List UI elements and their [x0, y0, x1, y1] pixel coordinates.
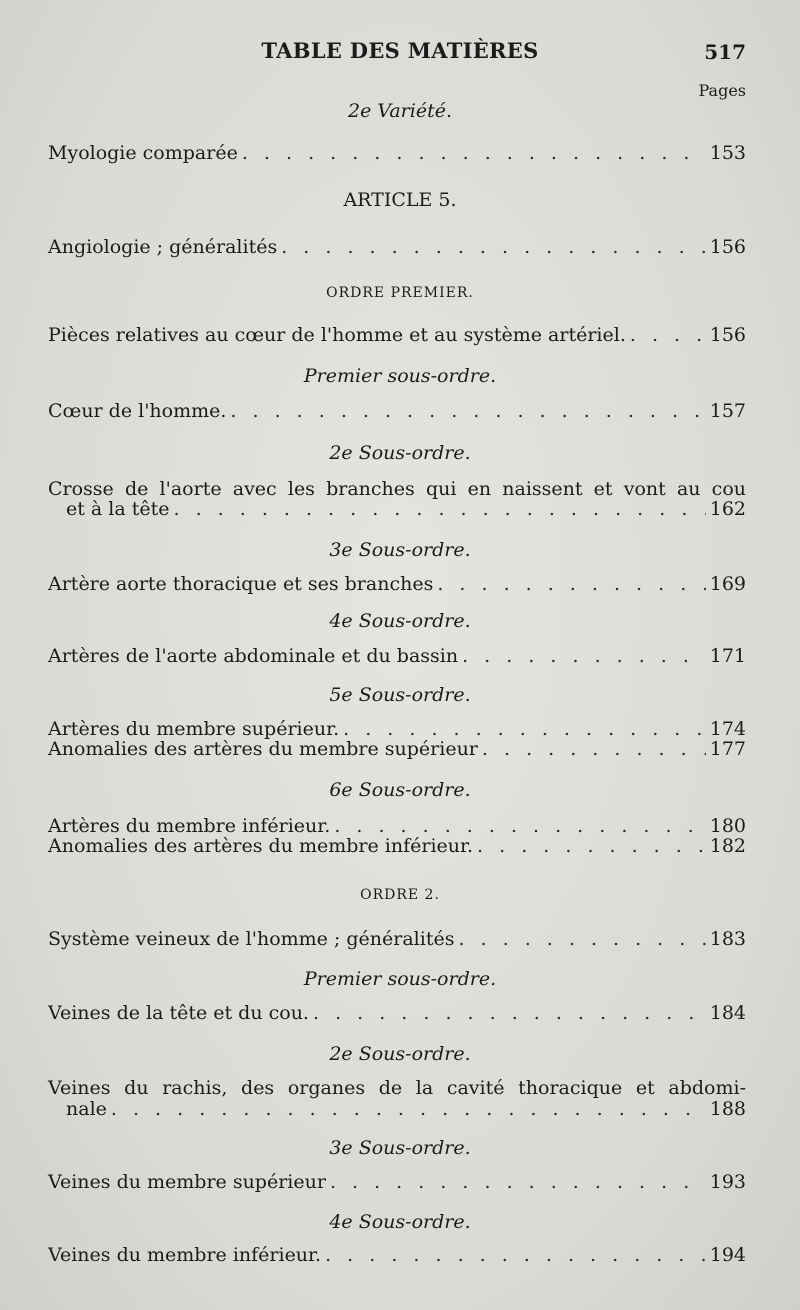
toc-entry	[48, 815, 746, 837]
entry-title: Artère aorte thoracique et ses branches	[48, 573, 434, 595]
dot-leader	[334, 815, 705, 837]
toc-entry	[48, 400, 746, 422]
entry-title: Cœur de l'homme.	[48, 400, 227, 422]
suborder-heading: 3e Sous-ordre.	[329, 539, 471, 561]
entry-page: 180	[709, 815, 746, 837]
toc-entry	[48, 1002, 746, 1024]
dot-leader	[174, 498, 706, 520]
toc-entry	[48, 324, 746, 346]
pages-column-label: Pages	[698, 81, 746, 100]
entry-page: 153	[709, 142, 746, 164]
dot-leader	[462, 645, 706, 667]
entry-page: 182	[709, 835, 746, 857]
toc-entry	[66, 1098, 746, 1120]
toc-entry	[48, 236, 746, 258]
entry-page: 156	[709, 236, 746, 258]
running-title: TABLE DES MATIÈRES	[261, 38, 539, 63]
order-heading: ORDRE PREMIER.	[326, 285, 474, 301]
dot-leader	[630, 324, 706, 346]
entry-page: 184	[709, 1002, 746, 1024]
suborder-heading: 2e Sous-ordre.	[329, 442, 471, 464]
dot-leader	[482, 738, 706, 760]
entry-title: Système veineux de l'homme ; généralités	[48, 928, 455, 950]
suborder-heading: 3e Sous-ordre.	[329, 1137, 471, 1159]
entry-title: Anomalies des artères du membre inférieur.	[48, 835, 474, 857]
article-heading: ARTICLE 5.	[343, 189, 457, 211]
entry-page: 156	[709, 324, 746, 346]
entry-page: 193	[709, 1171, 746, 1193]
entry-title: Artères du membre inférieur.	[48, 815, 331, 837]
suborder-heading: 5e Sous-ordre.	[329, 684, 471, 706]
dot-leader	[111, 1098, 706, 1120]
entry-page: 177	[709, 738, 746, 760]
suborder-heading: Premier sous-ordre.	[303, 365, 497, 387]
entry-title: Myologie comparée	[48, 142, 238, 164]
toc-entry	[48, 1244, 746, 1266]
toc-entry	[48, 573, 746, 595]
suborder-heading: 2e Sous-ordre.	[329, 1043, 471, 1065]
entry-page: 157	[709, 400, 746, 422]
entry-title: Veines de la tête et du cou.	[48, 1002, 309, 1024]
entry-title: Veines du membre supérieur	[48, 1171, 326, 1193]
entry-page: 169	[709, 573, 746, 595]
entry-title: Angiologie ; généralités	[48, 236, 278, 258]
dot-leader	[313, 1002, 706, 1024]
dot-leader	[330, 1171, 706, 1193]
dot-leader	[325, 1244, 706, 1266]
entry-page: 188	[709, 1098, 746, 1120]
suborder-heading: 6e Sous-ordre.	[329, 779, 471, 801]
toc-entry	[48, 718, 746, 740]
order-heading: ORDRE 2.	[360, 887, 440, 903]
toc-entry	[66, 498, 746, 520]
suborder-heading: 4e Sous-ordre.	[329, 610, 471, 632]
entry-title: Artères de l'aorte abdominale et du bassin	[48, 645, 459, 667]
toc-entry	[48, 645, 746, 667]
toc-entry-line1: Crosse de l'aorte avec les branches qui en naissent et vont au cou	[48, 478, 746, 500]
toc-entry	[48, 1171, 746, 1193]
entry-page: 162	[709, 498, 746, 520]
dot-leader	[477, 835, 706, 857]
section-heading: 2e Variété.	[348, 100, 452, 122]
entry-title: nale	[66, 1098, 107, 1120]
toc-entry	[48, 738, 746, 760]
dot-leader	[343, 718, 706, 740]
dot-leader	[458, 928, 705, 950]
suborder-heading: Premier sous-ordre.	[303, 968, 497, 990]
toc-entry	[48, 928, 746, 950]
toc-entry	[48, 835, 746, 857]
toc-entry	[48, 142, 746, 164]
entry-title: Veines du membre inférieur.	[48, 1244, 322, 1266]
dot-leader	[242, 142, 706, 164]
dot-leader	[230, 400, 705, 422]
entry-title: Pièces relatives au cœur de l'homme et au système artériel.	[48, 324, 626, 346]
dot-leader	[281, 236, 706, 258]
page-number: 517	[704, 40, 746, 64]
dot-leader	[437, 573, 705, 595]
toc-entry-line1: Veines du rachis, des organes de la cavité thoracique et abdomi-	[48, 1077, 746, 1099]
entry-title: et à la tête	[66, 498, 170, 520]
suborder-heading: 4e Sous-ordre.	[329, 1211, 471, 1233]
entry-page: 183	[709, 928, 746, 950]
entry-title: Artères du membre supérieur.	[48, 718, 340, 740]
entry-page: 174	[709, 718, 746, 740]
entry-title: Anomalies des artères du membre supérieur	[48, 738, 478, 760]
entry-page: 171	[709, 645, 746, 667]
entry-page: 194	[709, 1244, 746, 1266]
